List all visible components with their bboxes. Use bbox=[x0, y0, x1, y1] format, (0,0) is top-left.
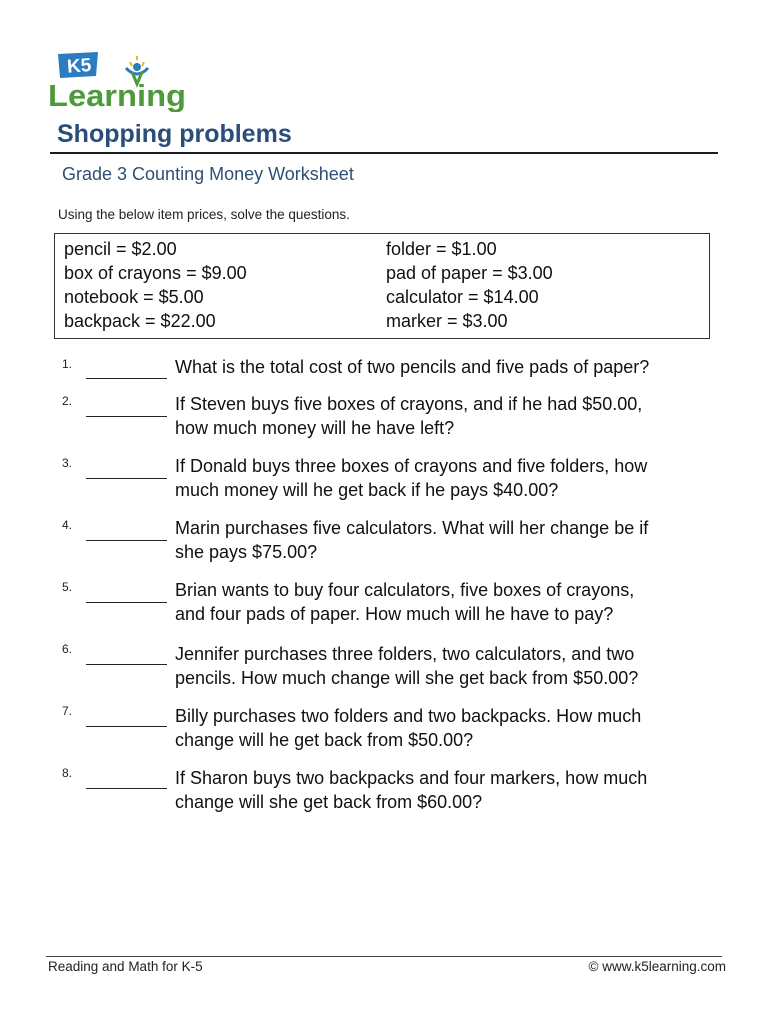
question-number: 5. bbox=[62, 580, 73, 594]
answer-blank[interactable] bbox=[86, 664, 167, 665]
answer-blank[interactable] bbox=[86, 416, 167, 417]
instructions-text: Using the below item prices, solve the questions. bbox=[58, 207, 350, 222]
price-item-pad-of-paper: pad of paper = $3.00 bbox=[386, 263, 553, 283]
question-number: 7. bbox=[62, 704, 73, 718]
answer-blank[interactable] bbox=[86, 602, 167, 603]
price-item-calculator: calculator = $14.00 bbox=[386, 287, 539, 307]
footer-divider bbox=[46, 956, 722, 957]
price-item-folder: folder = $1.00 bbox=[386, 239, 497, 259]
question-number: 3. bbox=[62, 456, 73, 470]
question-text: Marin purchases five calculators. What will her change be if she pays $75.00? bbox=[175, 518, 649, 562]
title-divider bbox=[50, 152, 718, 154]
question-text: Billy purchases two folders and two backpacks. How much change will he get back from $50.00? bbox=[175, 706, 642, 750]
question-text: Brian wants to buy four calculators, five boxes of crayons, and four pads of paper. How much will he have to pay? bbox=[175, 580, 635, 624]
price-item-marker: marker = $3.00 bbox=[386, 311, 508, 331]
footer-tagline: Reading and Math for K-5 bbox=[48, 959, 203, 974]
question-text: What is the total cost of two pencils and five pads of paper? bbox=[175, 357, 650, 377]
question-text: If Steven buys five boxes of crayons, and if he had $50.00, how much money will he have left? bbox=[175, 394, 643, 438]
question-number: 6. bbox=[62, 642, 73, 656]
footer-copyright-link[interactable]: © www.k5learning.com bbox=[588, 959, 726, 974]
answer-blank[interactable] bbox=[86, 478, 167, 479]
price-item-pencil: pencil = $2.00 bbox=[64, 239, 177, 259]
question-number: 4. bbox=[62, 518, 73, 532]
worksheet-subtitle: Grade 3 Counting Money Worksheet bbox=[62, 164, 354, 184]
price-item-backpack: backpack = $22.00 bbox=[64, 311, 216, 331]
question-number: 2. bbox=[62, 394, 73, 408]
question-text: Jennifer purchases three folders, two calculators, and two pencils. How much change will she get back from $50.00? bbox=[175, 644, 639, 688]
answer-blank[interactable] bbox=[86, 540, 167, 541]
price-item-box-of-crayons: box of crayons = $9.00 bbox=[64, 263, 247, 283]
logo-badge-text: K5 bbox=[66, 55, 93, 78]
price-item-notebook: notebook = $5.00 bbox=[64, 287, 204, 307]
page-title: Shopping problems bbox=[57, 120, 292, 148]
k5-learning-logo bbox=[46, 50, 188, 112]
answer-blank[interactable] bbox=[86, 378, 167, 379]
question-number: 1. bbox=[62, 357, 73, 371]
answer-blank[interactable] bbox=[86, 726, 167, 727]
price-list-box bbox=[54, 233, 710, 339]
answer-blank[interactable] bbox=[86, 788, 167, 789]
logo-wordmark: Learning bbox=[48, 78, 186, 112]
question-number: 8. bbox=[62, 766, 73, 780]
question-text: If Donald buys three boxes of crayons and five folders, how much money will he get back if he pays $40.00? bbox=[175, 456, 648, 500]
question-text: If Sharon buys two backpacks and four markers, how much change will she get back from $60.00? bbox=[175, 768, 648, 812]
